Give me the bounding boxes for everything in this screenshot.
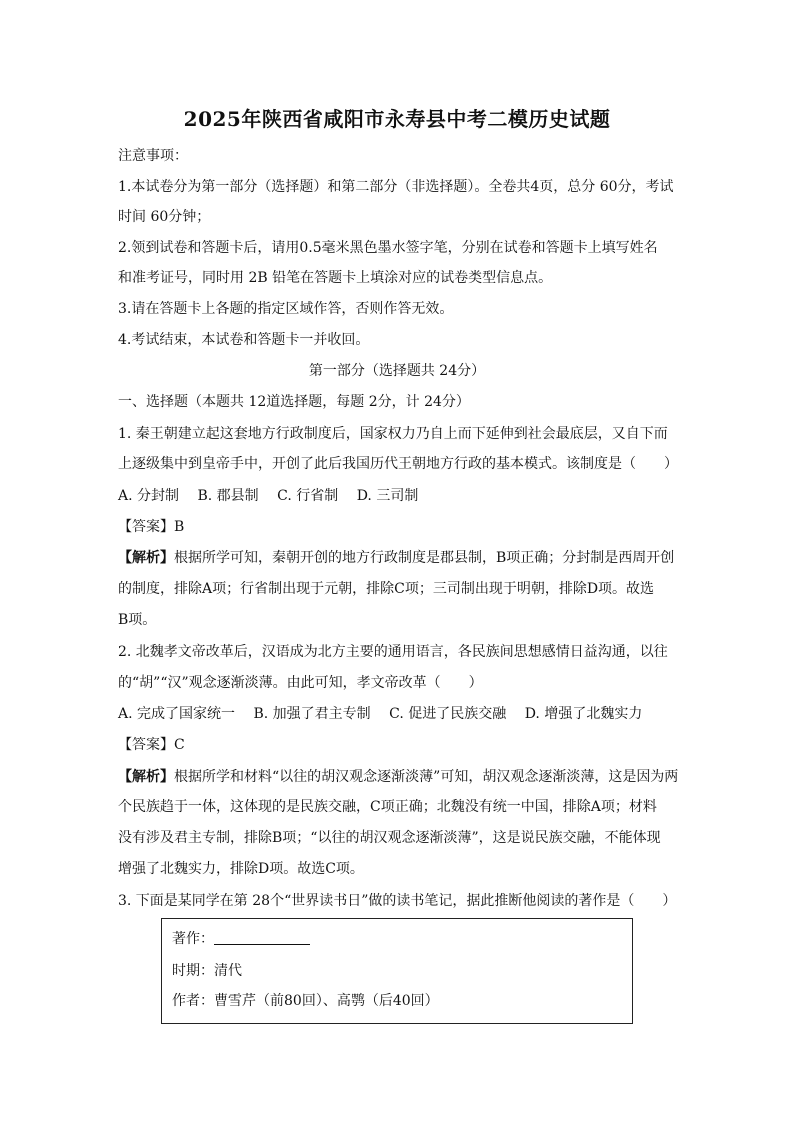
note-line: 1.本试卷分为第一部分（选择题）和第二部分（非选择题）。全卷共4页，总分 60分，考试	[118, 179, 674, 195]
page-title: 2025年陕西省咸阳市永寿县中考二模历史试题	[183, 107, 611, 131]
q3-stem: 3. 下面是某同学在第 28个“世界读书日”做的读书笔记，据此推断他阅读的著作是（ ）	[118, 893, 677, 909]
q2-stem: 2. 北魏孝文帝改革后，汉语成为北方主要的通用语言，各民族间思想感情日益沟通，以往	[118, 644, 668, 660]
note-line: 和准考证号，同时用 2B 铅笔在答题卡上填涂对应的试卷类型信息点。	[118, 270, 553, 286]
q1-stem: 1. 秦王朝建立起这套地方行政制度后，国家权力乃自上而下延伸到社会最底层，又自下而	[118, 426, 668, 442]
q2-answer: 【答案】C	[118, 737, 185, 753]
q2-options	[118, 704, 688, 724]
note-line: 4.考试结束，本试卷和答题卡一并收回。	[118, 332, 370, 348]
analysis-label: 【解析】	[118, 550, 174, 566]
q1-option-d: D. 三司制	[356, 488, 419, 504]
q1-options	[118, 486, 688, 506]
q2-stem: 的“胡”“汉”观念逐渐淡薄。由此可知，孝文帝改革（ ）	[118, 675, 483, 691]
q1-stem: 上逐级集中到皇帝手中，开创了此后我国历代王朝地方行政的基本模式。该制度是（ ）	[118, 456, 678, 472]
part-title: 第一部分（选择题共 24分）	[308, 363, 486, 379]
author-row: 作者：曹雪芹（前80回）、高鹗（后40回）	[172, 993, 439, 1009]
work-row	[172, 929, 310, 949]
q1-analysis: 的制度，排除A项；行省制出现于元朝，排除C项；三司制出现于明朝，排除D项。故选	[118, 581, 655, 597]
work-blank	[214, 930, 310, 945]
note-line: 3.请在答题卡上各题的指定区域作答，否则作答无效。	[118, 301, 454, 317]
work-label: 著作：	[172, 931, 214, 947]
q2-analysis: 个民族趋于一体，这体现的是民族交融，C项正确；北魏没有统一中国，排除A项；材料	[118, 799, 657, 815]
q1-option-b: B. 郡县制	[197, 488, 259, 504]
analysis-text: 根据所学和材料“以往的胡汉观念逐渐淡薄”可知，胡汉观念逐渐淡薄，这是因为两	[174, 769, 679, 785]
q2-analysis: 没有涉及君主专制，排除B项；“以往的胡汉观念逐渐淡薄”，这是说民族交融，不能体现	[118, 830, 661, 846]
analysis-label: 【解析】	[118, 769, 174, 785]
q1-answer: 【答案】B	[118, 519, 185, 535]
period-row: 时期：清代	[172, 963, 242, 979]
q2-analysis	[118, 767, 688, 787]
note-line: 时间 60分钟；	[118, 209, 211, 225]
q2-option-d: D. 增强了北魏实力	[524, 706, 643, 722]
note-line: 2.领到试卷和答题卡后，请用0.5毫米黑色墨水签字笔，分别在试卷和答题卡上填写姓名	[118, 240, 658, 256]
q1-analysis: B项。	[118, 612, 157, 628]
reading-notes-box	[161, 918, 633, 1024]
notes-heading: 注意事项：	[118, 148, 188, 164]
q1-option-a: A. 分封制	[118, 488, 180, 504]
q2-option-b: B. 加强了君主专制	[253, 706, 371, 722]
q2-option-a: A. 完成了国家统一	[118, 706, 236, 722]
section-title: 一、选择题（本题共 12道选择题，每题 2分，计 24分）	[118, 394, 470, 410]
q2-analysis: 增强了北魏实力，排除D项。故选C项。	[118, 861, 364, 877]
q2-option-c: C. 促进了民族交融	[389, 706, 507, 722]
q1-analysis	[118, 548, 688, 568]
analysis-text: 根据所学可知，秦朝开创的地方行政制度是郡县制，B项正确；分封制是西周开创	[174, 550, 675, 566]
q1-option-c: C. 行省制	[277, 488, 339, 504]
